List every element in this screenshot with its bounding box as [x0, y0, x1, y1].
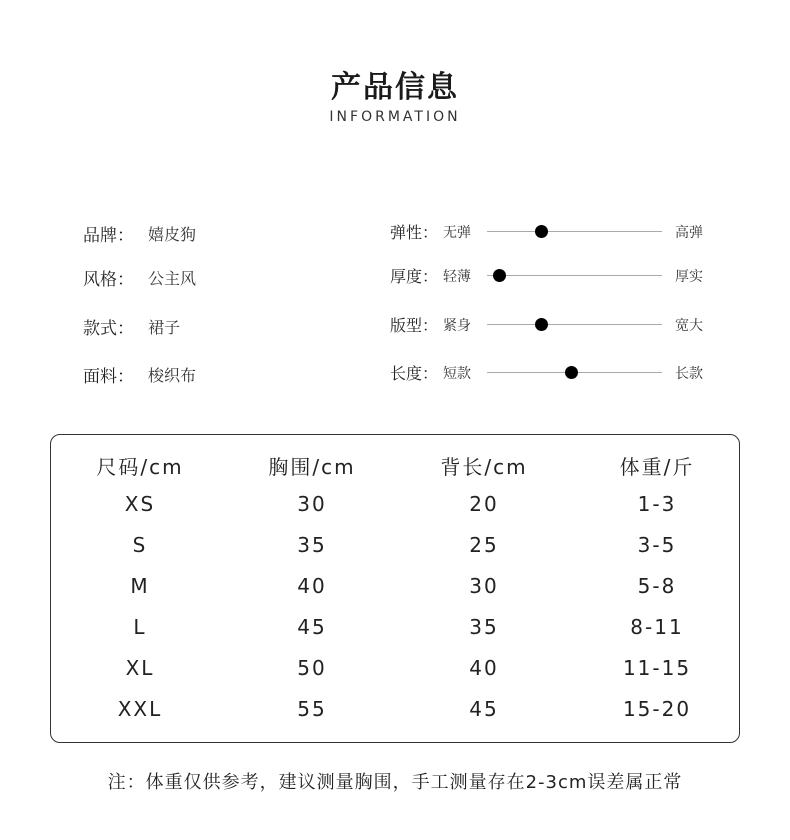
- rating-indicator: [535, 318, 548, 331]
- rating-max-label: 宽大: [675, 318, 703, 334]
- table-cell: 40: [469, 656, 499, 680]
- table-cell: 3-5: [637, 533, 677, 557]
- rating-max-label: 高弹: [675, 225, 703, 241]
- attribute-label: 风格：: [83, 270, 134, 290]
- rating-max-label: 厚实: [675, 269, 703, 285]
- table-cell: 8-11: [630, 615, 684, 639]
- rating-track: [487, 324, 662, 325]
- rating-label: 厚度：: [390, 267, 439, 286]
- table-cell: 40: [297, 574, 327, 598]
- attribute-value: 梭织布: [148, 366, 197, 385]
- table-header: 体重/斤: [619, 455, 695, 479]
- table-cell: M: [130, 574, 150, 598]
- rating-label: 长度：: [390, 364, 439, 383]
- table-cell: 1-3: [637, 492, 677, 516]
- table-cell: XS: [124, 492, 156, 516]
- table-cell: 50: [297, 656, 327, 680]
- attribute-value: 嬉皮狗: [148, 225, 197, 244]
- table-cell: 45: [297, 615, 327, 639]
- attribute-value: 裙子: [148, 318, 181, 337]
- rating-min-label: 轻薄: [443, 269, 471, 285]
- table-cell: S: [132, 533, 148, 557]
- table-cell: L: [133, 615, 147, 639]
- rating-label: 版型：: [390, 316, 439, 335]
- rating-min-label: 无弹: [443, 225, 471, 241]
- table-cell: 5-8: [637, 574, 677, 598]
- table-cell: 20: [469, 492, 499, 516]
- rating-track: [487, 231, 662, 232]
- table-header: 尺码/cm: [96, 455, 184, 479]
- rating-track: [487, 275, 662, 276]
- attribute-label: 面料：: [83, 367, 134, 387]
- rating-min-label: 紧身: [443, 318, 471, 334]
- rating-label: 弹性：: [390, 223, 439, 242]
- table-cell: 30: [469, 574, 499, 598]
- page-subtitle: INFORMATION: [329, 109, 461, 125]
- attribute-value: 公主风: [148, 269, 197, 288]
- table-header: 胸围/cm: [268, 455, 356, 479]
- table-cell: 25: [469, 533, 499, 557]
- size-note: 注：体重仅供参考，建议测量胸围，手工测量存在2-3cm误差属正常: [107, 772, 683, 793]
- page-title: 产品信息: [331, 70, 459, 105]
- table-cell: 35: [469, 615, 499, 639]
- table-cell: 55: [297, 697, 327, 721]
- table-cell: XXL: [117, 697, 163, 721]
- table-cell: 11-15: [622, 656, 692, 680]
- rating-indicator: [565, 366, 578, 379]
- attribute-label: 品牌：: [83, 226, 134, 246]
- rating-indicator: [535, 225, 548, 238]
- table-cell: 45: [469, 697, 499, 721]
- rating-max-label: 长款: [675, 366, 703, 382]
- table-cell: 30: [297, 492, 327, 516]
- table-cell: XL: [125, 656, 155, 680]
- table-cell: 35: [297, 533, 327, 557]
- table-cell: 15-20: [622, 697, 692, 721]
- attribute-label: 款式：: [83, 319, 134, 339]
- rating-indicator: [493, 269, 506, 282]
- table-header: 背长/cm: [440, 455, 528, 479]
- rating-min-label: 短款: [443, 366, 471, 382]
